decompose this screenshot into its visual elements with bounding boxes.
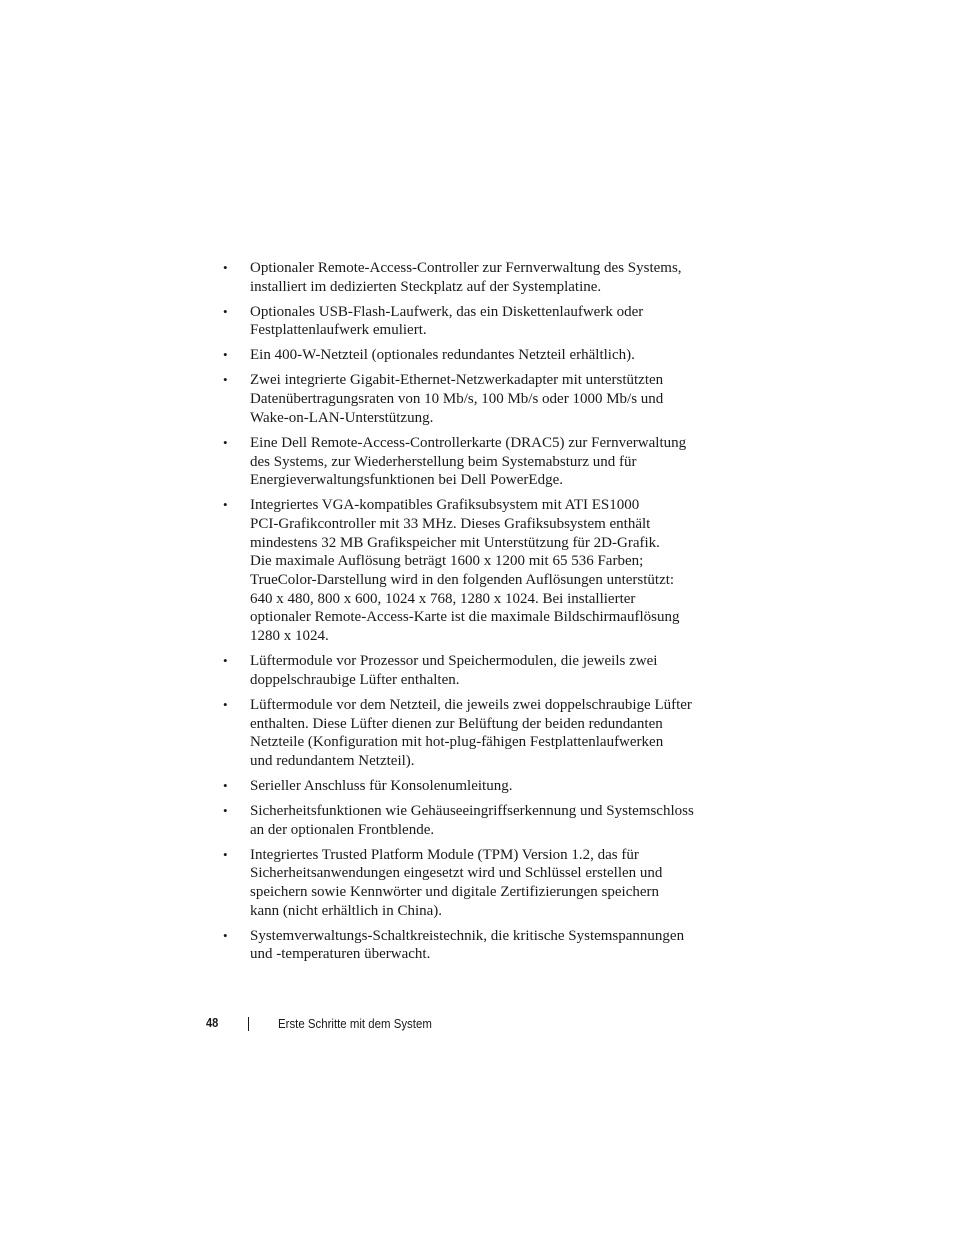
list-item-text: Sicherheitsfunktionen wie Gehäuseeingriffserkennung und Systemschloss an der optionalen Frontblende.	[250, 802, 694, 838]
bullet-icon: •	[223, 653, 228, 669]
list-item-text: Lüftermodule vor Prozessor und Speichermodulen, die jeweils zwei doppelschraubige Lüfter enthalten.	[250, 653, 658, 688]
bullet-icon: •	[223, 372, 228, 388]
bullet-icon: •	[223, 260, 228, 275]
bullet-icon: •	[223, 497, 228, 513]
page-footer	[0, 1015, 954, 1035]
list-item-text: Zwei integrierte Gigabit-Ethernet-Netzwerkadapter mit unterstützten Datenübertragungsraten von 10 Mb/s, 100 Mb/s oder 1000 Mb/s und Wake-on-LAN-Unterstützung.	[250, 372, 664, 426]
page-number: 48	[206, 1015, 219, 1030]
list-item	[222, 846, 722, 921]
list-item	[222, 303, 722, 340]
bullet-icon: •	[223, 846, 228, 862]
bullet-icon: •	[223, 802, 228, 818]
list-item-text: Systemverwaltungs-Schaltkreistechnik, die kritische Systemspannungen und -temperaturen überwacht.	[250, 927, 685, 963]
bullet-icon: •	[223, 347, 228, 363]
bullet-icon: •	[223, 927, 228, 943]
bullet-icon: •	[223, 303, 228, 319]
list-item	[222, 434, 722, 490]
bullet-icon: •	[223, 434, 228, 450]
list-item-text: Integriertes VGA-kompatibles Grafiksubsystem mit ATI ES1000 PCI-Grafikcontroller mit 33 MHz. Dieses Grafiksubsystem enthält mindestens 32 MB Grafikspeicher mit Unterstützung für 2D-Grafik. Die maximale Auflösung beträgt 1600 x 1200 mit 65 536 Farben; TrueColor-Darstellung wird in den folgenden Auflösungen unterstützt: 640 x 480, 800 x 600, 1024 x 768, 1280 x 1024. Bei installierter optionaler Remote-Access-Karte ist die maximale Bildschirmauflösung 1280 x 1024.	[250, 497, 680, 645]
feature-bullet-list	[222, 259, 722, 970]
list-item	[222, 652, 722, 689]
list-item-text: Eine Dell Remote-Access-Controllerkarte (DRAC5) zur Fernverwaltung des Systems, zur Wiederherstellung beim Systemabsturz und für Energieverwaltungsfunktionen bei Dell PowerEdge.	[250, 434, 687, 489]
list-item	[222, 927, 722, 964]
list-item-text: Ein 400-W-Netzteil (optionales redundantes Netzteil erhältlich).	[250, 347, 635, 364]
list-item	[222, 496, 722, 646]
list-item	[222, 259, 722, 296]
list-item	[222, 696, 722, 771]
list-item	[222, 346, 722, 365]
list-item	[222, 777, 722, 796]
list-item-text: Optionaler Remote-Access-Controller zur Fernverwaltung des Systems, installiert im dedizierten Steckplatz auf der Systemplatine.	[250, 260, 682, 295]
list-item-text: Integriertes Trusted Platform Module (TPM) Version 1.2, das für Sicherheitsanwendungen eingesetzt wird und Schlüssel erstellen und speichern sowie Kennwörter und digitale Zertifizierungen speichern kann (nicht erhältlich in China).	[250, 846, 663, 919]
list-item-text: Lüftermodule vor dem Netzteil, die jeweils zwei doppelschraubige Lüfter enthalten. Diese Lüfter dienen zur Belüftung der beiden redundanten Netzteile (Konfiguration mit hot-plug-fähigen Festplattenlaufwerken und redundantem Netzteil).	[250, 696, 692, 769]
list-item-text: Optionales USB-Flash-Laufwerk, das ein Diskettenlaufwerk oder Festplattenlaufwerk emuliert.	[250, 303, 644, 339]
footer-chapter-title: Erste Schritte mit dem System	[278, 1016, 432, 1031]
footer-separator	[248, 1017, 249, 1031]
list-item	[222, 371, 722, 427]
list-item-text: Serieller Anschluss für Konsolenumleitung.	[250, 777, 513, 794]
bullet-icon: •	[223, 696, 228, 712]
list-item	[222, 802, 722, 839]
bullet-icon: •	[223, 777, 228, 793]
